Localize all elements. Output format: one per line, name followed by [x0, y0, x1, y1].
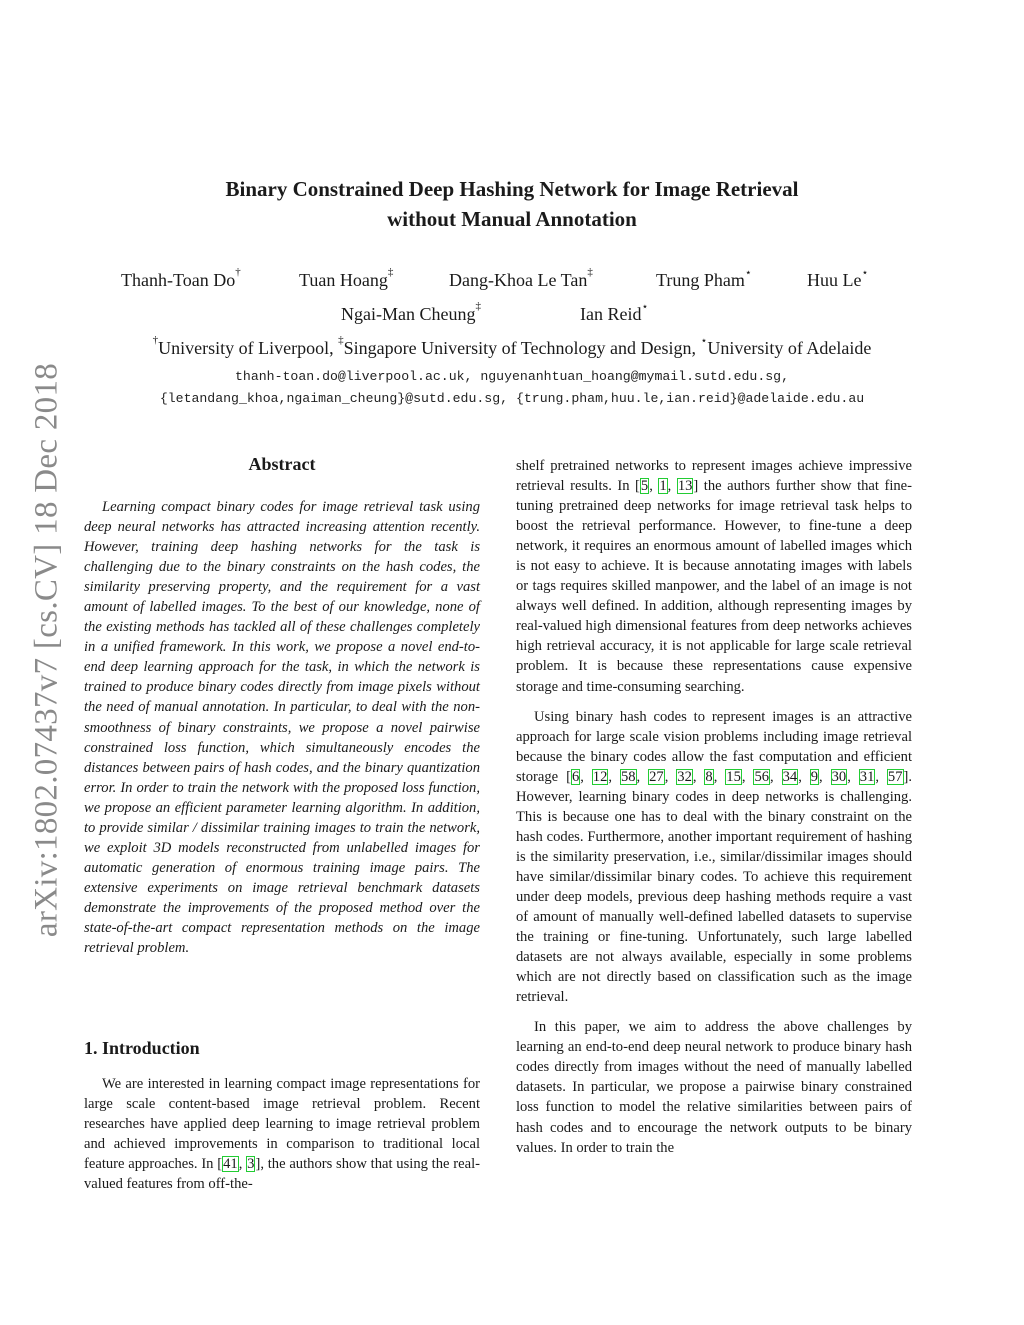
title-line-2: without Manual Annotation: [387, 207, 637, 231]
citation-link[interactable]: 41: [223, 1156, 238, 1173]
body-paragraph: Using binary hash codes to represent images is an attractive approach for large scale vision problems including image retrieval because the binary codes allow the fast computation and efficient storage [6, 12, 58, 27, 32, 8, 15, 56, 34, 9, 30, 31, 57]. However, learning binary codes in deep networks is challenging. This is because one has to deal with the binary constraint on the hash codes. Furthermore, another important requirement of hashing is the similarity preservation, i.e., similar/dissimilar images should have similar/dissimilar binary codes. To achieve this requirement under deep models, previous deep hashing methods require a vast of amount of manually well-defined labelled datasets to supervise the training or fine-tuning. Unfortunately, such large labelled datasets are not always available, especially in some problems which are not directly based on classification such as the image retrieval.: [516, 708, 913, 1006]
author: Ian Reid⋆: [580, 301, 649, 324]
citation-link[interactable]: 9: [810, 768, 819, 785]
abstract-heading: Abstract: [248, 454, 316, 474]
author: Ngai-Man Cheung‡: [341, 300, 481, 324]
intro-paragraph: We are interested in learning compact image representations for large scale content-based image retrieval problem. Recent researches have applied deep learning to image retrieval problem and achieved improvements in comparison to traditional local feature approaches. In [41, 3], the authors show that using the real-valued features from off-the-: [84, 1076, 481, 1193]
citation-link[interactable]: 31: [859, 768, 875, 785]
citation-link[interactable]: 15: [726, 768, 741, 785]
arxiv-identifier: arXiv:1802.07437v7 [cs.CV] 18 Dec 2018: [28, 362, 65, 938]
right-column: [516, 456, 912, 1168]
author: Dang-Khoa Le Tan‡: [449, 266, 593, 290]
citation-link[interactable]: 56: [754, 768, 770, 785]
body-paragraph: shelf pretrained networks to represent images achieve impressive retrieval results. In [5, 1, 13] the authors further show that fine-tuning pretrained deep networks for image retrieval task helps to boost the retrieval performance. However, to fine-tune a deep network, it requires an enormous amount of labelled images which is not easy to achieve. It is because annotating images with labels or tags requires skilled manpower, and the label of an image is not always well defined. In addition, although representing images by real-valued high dimensional features from deep networks achieves high retrieval accuracy, it is not applicable for large scale retrieval problem. It is because these representations cause expensive storage and time-consuming searching.: [516, 458, 913, 695]
citation-group: 6, 12, 58, 27, 32, 8, 15, 56, 34, 9, 30, 31, 57: [571, 768, 903, 785]
citation-link[interactable]: 13: [677, 478, 693, 495]
author: Trung Pham⋆: [656, 267, 752, 290]
citation-link[interactable]: 34: [782, 768, 798, 785]
paper-title: [0, 174, 1024, 234]
citation-link[interactable]: 12: [592, 768, 608, 785]
citation-link[interactable]: 1: [659, 478, 667, 495]
citation-link[interactable]: 6: [571, 768, 580, 785]
author: Tuan Hoang‡: [299, 266, 394, 290]
citation-link[interactable]: 58: [620, 768, 636, 785]
citation-link[interactable]: 57: [887, 768, 903, 785]
body-paragraph: In this paper, we aim to address the above challenges by learning an end-to-end deep neural network to produce binary hash codes directly from images without the need of manually labelled datasets. In particular, we propose a pairwise binary constrained loss function to model the relative similarities between pairs of hash codes and to encourage the network outputs to be binary values. In order to train the: [516, 1019, 912, 1156]
citation-link[interactable]: 3: [247, 1156, 255, 1173]
author: Huu Le⋆: [807, 267, 869, 290]
citation-link[interactable]: 32: [677, 768, 692, 785]
affiliations: †University of Liverpool, ‡Singapore University of Technology and Design, ⋆University of Adelaide: [152, 334, 872, 358]
citation-link[interactable]: 30: [831, 768, 847, 785]
section-heading: 1. Introduction: [84, 1038, 200, 1058]
citation-link[interactable]: 5: [640, 478, 649, 495]
author: Thanh-Toan Do†: [121, 266, 241, 290]
citation-link[interactable]: 27: [649, 768, 664, 785]
title-line-1: Binary Constrained Deep Hashing Network for Image Retrieval: [225, 177, 799, 201]
author-emails: [0, 366, 1024, 410]
abstract-text: Learning compact binary codes for image retrieval task using deep neural networks has attracted increasing attention recently. However, training deep hashing networks for the task is challenging due to the binary constraints on the hash codes, the similarity preserving property, and the requirement for a vast amount of labelled images. To the best of our knowledge, none of the existing methods has tackled all of these challenges completely in a unified framework. In this work, we propose a novel end-to-end deep learning approach for the task, in which the network is trained to produce binary codes directly from image pixels without the need of manual annotation. In particular, to deal with the non-smoothness of binary constraints, we propose a novel pairwise constrained loss function, which simultaneously encodes the distances between pairs of hash codes, and the binary quantization error. In order to train the network with the proposed loss function, we propose an efficient parameter learning algorithm. In addition, to provide similar / dissimilar training images to train the network, we exploit 3D models reconstructed from unlabelled images for automatic generation of enormous training image pairs. The extensive experiments on image retrieval benchmark datasets demonstrate the improvements of the proposed method over the state-of-the-art compact representation methods on the image retrieval problem.: [84, 499, 480, 957]
email-line: thanh-toan.do@liverpool.ac.uk, nguyenanhtuan_hoang@mymail.sutd.edu.sg,: [235, 369, 789, 384]
email-line: {letandang_khoa,ngaiman_cheung}@sutd.edu.sg, {trung.pham,huu.le,ian.reid}@adelaide.edu.au: [159, 391, 865, 406]
author-list: [0, 266, 1024, 338]
citation-link[interactable]: 8: [705, 768, 713, 785]
